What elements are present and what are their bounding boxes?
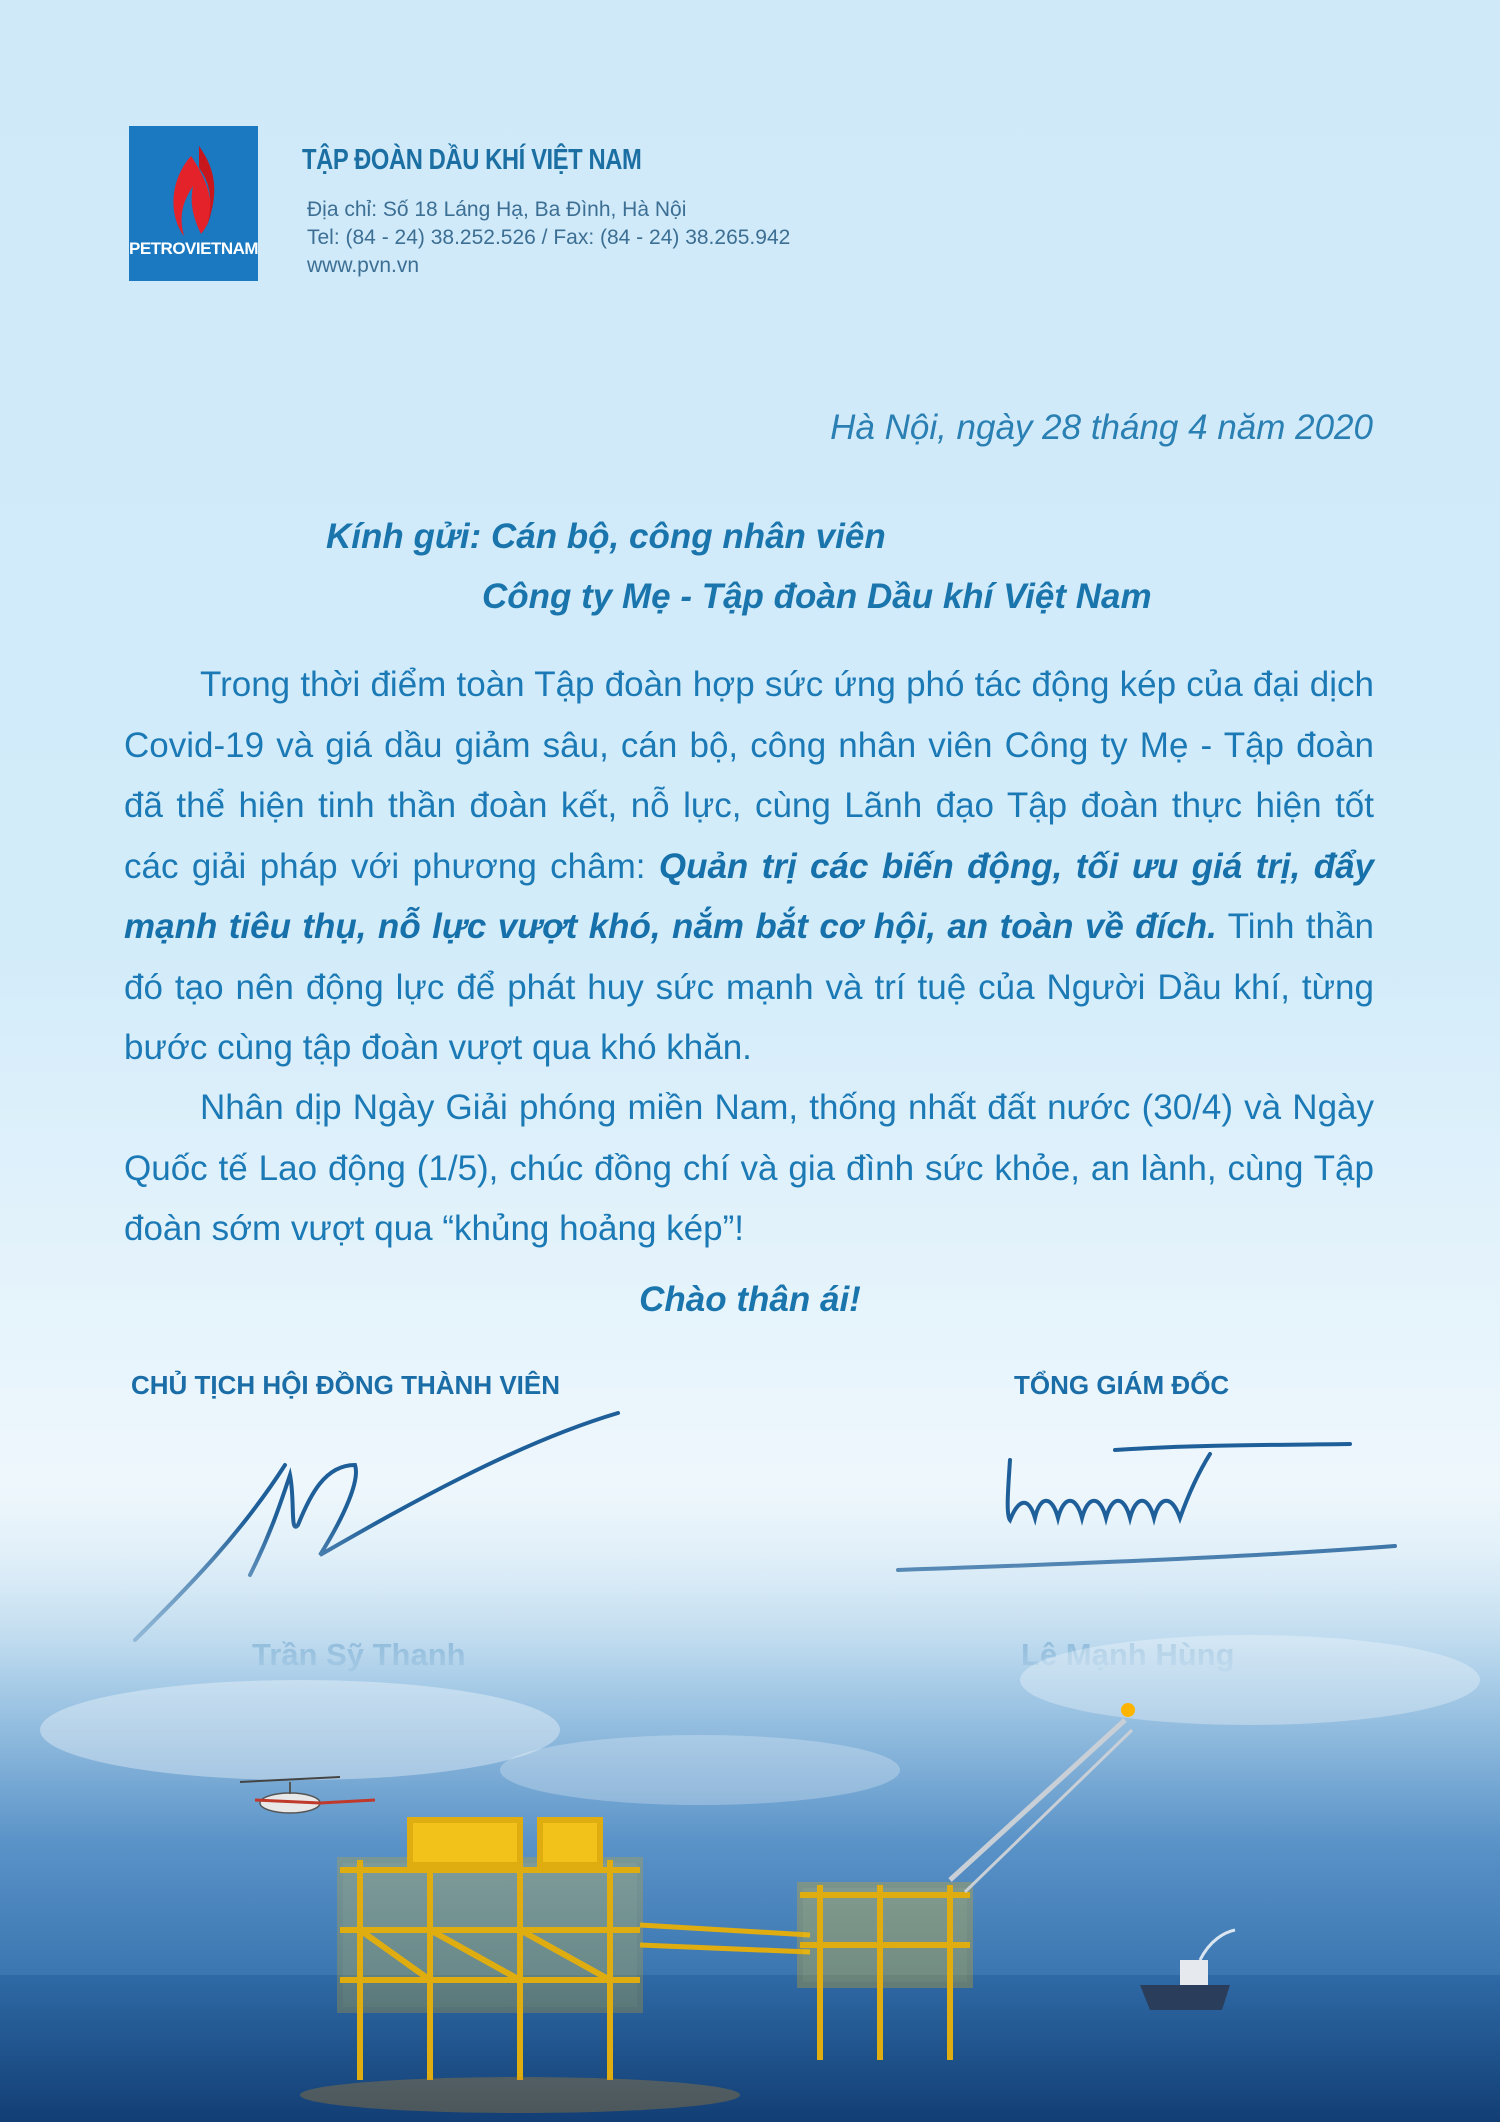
paragraph-2 [124,1078,1374,1260]
greeting-line-1: Kính gửi: Cán bộ, công nhân viên [326,517,886,556]
left-signatory-title: CHỦ TỊCH HỘI ĐỒNG THÀNH VIÊN [131,1370,560,1400]
website-line: www.pvn.vn [307,254,420,277]
right-signatory-title: TỔNG GIÁM ĐỐC [1014,1370,1230,1400]
paragraph-1-end: Tinh thần đó tạo nên động lực để phát huy sức mạnh và trí tuệ của Người Dầu khí, từng bước cùng tập đoàn vượt qua khó khăn. [124,907,1375,1067]
petrovietnam-logo [129,126,258,281]
organization-name: TẬP ĐOÀN DẦU KHÍ VIỆT NAM [302,144,642,176]
paragraph-1-start: Trong thời điểm toàn Tập đoàn hợp sức ứng phó tác động kép của đại dịch Covid-19 và giá dầu giảm sâu, cán bộ, công nhân viên Công ty Mẹ - Tập đoàn đã thể hiện tinh thần đoàn kết, nỗ lực, cùng Lãnh đạo Tập đoàn thực hiện tốt các giải pháp với phương châm: [124,665,1374,886]
logo-wordmark: PETROVIETNAM [129,239,259,258]
letter-date: Hà Nội, ngày 28 tháng 4 năm 2020 [830,408,1373,447]
paragraph-2-text: Nhân dịp Ngày Giải phóng miền Nam, thống nhất đất nước (30/4) và Ngày Quốc tế Lao động (1/5), chúc đồng chí và gia đình sức khỏe, an lành, cùng Tập đoàn sớm vượt qua “khủng hoảng kép”! [124,1088,1374,1248]
closing-salutation: Chào thân ái! [639,1280,861,1319]
address-line: Địa chỉ: Số 18 Láng Hạ, Ba Đình, Hà Nội [307,198,687,221]
motto-text: Quản trị các biến động, tối ưu giá trị, đẩy mạnh tiêu thụ, nỗ lực vượt khó, nắm bắt cơ hội, an toàn về đích. [124,846,1375,946]
greeting-line-2: Công ty Mẹ - Tập đoàn Dầu khí Việt Nam [482,577,1152,616]
phone-fax-line: Tel: (84 - 24) 38.252.526 / Fax: (84 - 24) 38.265.942 [307,226,791,249]
offshore-platform-scene [0,1520,1500,2122]
paragraph-1 [124,655,1374,1079]
